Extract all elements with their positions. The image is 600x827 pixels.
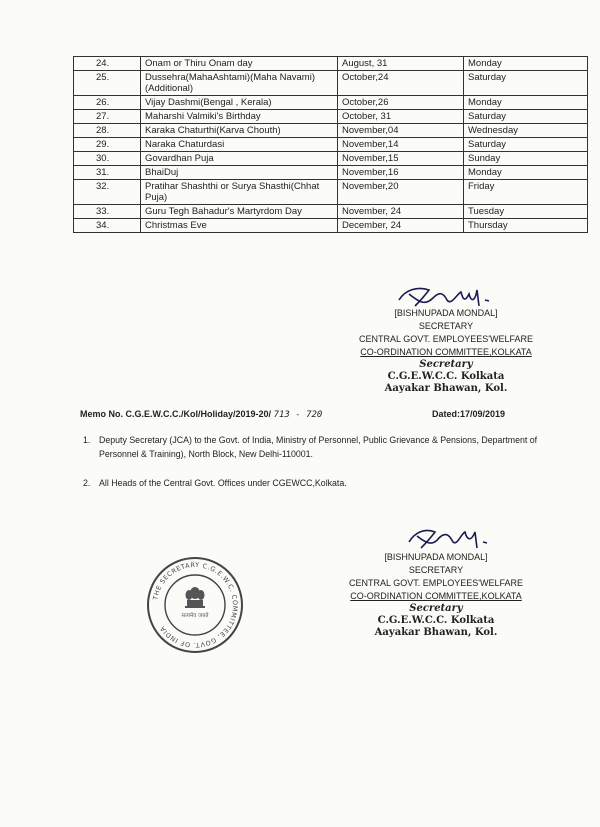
table-row bbox=[74, 205, 588, 219]
stamp-org: C.G.E.W.C.C. Kolkata bbox=[387, 371, 505, 382]
svg-text:THE SECRETARY C.G.E.W.C. COMMI: THE SECRETARY C.G.E.W.C. COMMITTEE, GOVT. OF INDIA bbox=[151, 560, 240, 650]
row-number: 29. bbox=[74, 138, 141, 152]
signatory-title: SECRETARY bbox=[408, 565, 464, 575]
signatory-name: [BISHNUPADA MONDAL] bbox=[384, 552, 488, 562]
recipient-item bbox=[83, 476, 553, 490]
day-cell: Monday bbox=[464, 166, 588, 180]
holiday-table bbox=[73, 56, 588, 233]
row-number: 34. bbox=[74, 219, 141, 233]
stamp-address: Aayakar Bhawan, Kol. bbox=[374, 627, 498, 638]
date-cell: November,15 bbox=[338, 152, 464, 166]
date-cell: November,04 bbox=[338, 124, 464, 138]
day-cell: Saturday bbox=[464, 110, 588, 124]
row-number: 33. bbox=[74, 205, 141, 219]
memo-handwritten-range: 713 - 720 bbox=[273, 410, 323, 420]
date-cell: December, 24 bbox=[338, 219, 464, 233]
table-row bbox=[74, 152, 588, 166]
date-cell: October,24 bbox=[338, 71, 464, 96]
memo-date: Dated:17/09/2019 bbox=[432, 409, 506, 419]
date-cell: August, 31 bbox=[338, 57, 464, 71]
recipient-item bbox=[83, 433, 553, 461]
occasion-cell: Naraka Chaturdasi bbox=[141, 138, 338, 152]
organization-line: CENTRAL GOVT. EMPLOYEES'WELFARE bbox=[349, 578, 523, 588]
table-row bbox=[74, 96, 588, 110]
recipient-text: All Heads of the Central Govt. Offices under CGEWCC,Kolkata. bbox=[99, 478, 347, 488]
date-cell: October, 31 bbox=[338, 110, 464, 124]
recipient-number: 2. bbox=[83, 478, 91, 488]
organization-line: CENTRAL GOVT. EMPLOYEES'WELFARE bbox=[359, 334, 533, 344]
day-cell: Friday bbox=[464, 180, 588, 205]
table-row bbox=[74, 110, 588, 124]
signatory-title: SECRETARY bbox=[418, 321, 474, 331]
row-number: 27. bbox=[74, 110, 141, 124]
day-cell: Thursday bbox=[464, 219, 588, 233]
stamp-title: Secretary bbox=[419, 359, 473, 370]
handwritten-signature bbox=[405, 520, 495, 554]
official-seal bbox=[145, 555, 245, 655]
table-row bbox=[74, 180, 588, 205]
stamp-title: Secretary bbox=[409, 603, 463, 614]
memo-text: Memo No. C.G.E.W.C.C./Kol/Holiday/2019-20/ bbox=[80, 409, 272, 419]
row-number: 30. bbox=[74, 152, 141, 166]
day-cell: Saturday bbox=[464, 71, 588, 96]
organization-line: CO-ORDINATION COMMITTEE,KOLKATA bbox=[350, 591, 522, 601]
date-cell: October,26 bbox=[338, 96, 464, 110]
table-row bbox=[74, 57, 588, 71]
day-cell: Saturday bbox=[464, 138, 588, 152]
recipient-text: Deputy Secretary (JCA) to the Govt. of India, Ministry of Personnel, Public Grievance & Pensions, Department of Personnel & Training), North Block, New Delhi-110001. bbox=[99, 435, 538, 459]
occasion-cell: Dussehra(MahaAshtami)(Maha Navami)(Additional) bbox=[141, 71, 338, 96]
stamp-org: C.G.E.W.C.C. Kolkata bbox=[377, 615, 495, 626]
row-number: 31. bbox=[74, 166, 141, 180]
occasion-cell: Guru Tegh Bahadur's Martyrdom Day bbox=[141, 205, 338, 219]
stamp-address: Aayakar Bhawan, Kol. bbox=[384, 383, 508, 394]
day-cell: Tuesday bbox=[464, 205, 588, 219]
date-cell: November,14 bbox=[338, 138, 464, 152]
occasion-cell: Christmas Eve bbox=[141, 219, 338, 233]
row-number: 28. bbox=[74, 124, 141, 138]
organization-line: CO-ORDINATION COMMITTEE,KOLKATA bbox=[360, 347, 532, 357]
row-number: 24. bbox=[74, 57, 141, 71]
table-row bbox=[74, 219, 588, 233]
day-cell: Sunday bbox=[464, 152, 588, 166]
day-cell: Monday bbox=[464, 96, 588, 110]
row-number: 32. bbox=[74, 180, 141, 205]
occasion-cell: BhaiDuj bbox=[141, 166, 338, 180]
signature-block-1 bbox=[356, 307, 536, 395]
emblem-icon bbox=[185, 587, 205, 608]
signature-block-2 bbox=[346, 551, 526, 639]
svg-text:सत्यमेव जयते: सत्यमेव जयते bbox=[181, 613, 209, 619]
row-number: 25. bbox=[74, 71, 141, 96]
date-cell: November,16 bbox=[338, 166, 464, 180]
day-cell: Wednesday bbox=[464, 124, 588, 138]
occasion-cell: Govardhan Puja bbox=[141, 152, 338, 166]
day-cell: Monday bbox=[464, 57, 588, 71]
occasion-cell: Maharshi Valmiki's Birthday bbox=[141, 110, 338, 124]
table-row bbox=[74, 166, 588, 180]
date-cell: November,20 bbox=[338, 180, 464, 205]
table-row bbox=[74, 124, 588, 138]
occasion-cell: Karaka Chaturthi(Karva Chouth) bbox=[141, 124, 338, 138]
memo-number bbox=[80, 409, 322, 420]
occasion-cell: Onam or Thiru Onam day bbox=[141, 57, 338, 71]
row-number: 26. bbox=[74, 96, 141, 110]
occasion-cell: Pratihar Shashthi or Surya Shasthi(Chhat Puja) bbox=[141, 180, 338, 205]
occasion-cell: Vijay Dashmi(Bengal , Kerala) bbox=[141, 96, 338, 110]
recipient-number: 1. bbox=[83, 435, 91, 445]
table-row bbox=[74, 138, 588, 152]
table-row bbox=[74, 71, 588, 96]
signatory-name: [BISHNUPADA MONDAL] bbox=[394, 308, 498, 318]
date-cell: November, 24 bbox=[338, 205, 464, 219]
